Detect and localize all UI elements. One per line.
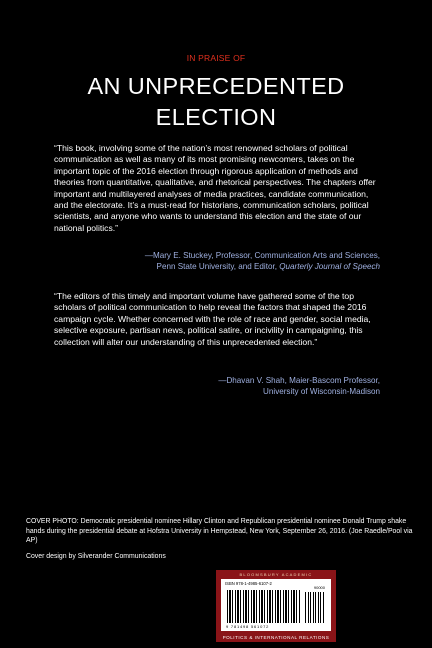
- price-code: 90000: [313, 585, 325, 590]
- quote-1-attribution-line-1: —Mary E. Stuckey, Professor, Communication Arts and Sciences,: [144, 251, 380, 260]
- subject-category: POLITICS & INTERNATIONAL RELATIONS: [222, 635, 330, 640]
- cover-photo-credit: COVER PHOTO: Democratic presidential nominee Hillary Clinton and Republican presidential nominee Donald Trump shake hands during the presidential debate at Hofstra University in Hempstead, New York, September 26, 2016. (Joe Raedle/Pool via AP): [26, 518, 413, 545]
- quote-1-attribution-line-2: [80, 261, 380, 272]
- quote-1-journal: Quarterly Journal of Speech: [279, 262, 380, 271]
- barcode-panel: [216, 570, 336, 642]
- quote-2-attribution-line-2: University of Wisconsin-Madison: [263, 387, 380, 396]
- quote-1-attribution: [80, 250, 380, 272]
- barcode-bars: [227, 590, 301, 623]
- title-line-1: AN UNPRECEDENTED: [87, 73, 345, 99]
- quote-2-attribution: [80, 375, 380, 397]
- quote-2-attribution-line-1: —Dhavan V. Shah, Maier-Bascom Professor,: [218, 376, 380, 385]
- publisher-name: BLOOMSBURY ACADEMIC: [239, 572, 313, 577]
- price-barcode-bars: [305, 592, 325, 623]
- barcode-area: [221, 579, 331, 631]
- barcode-number: 9 781498 561072: [226, 624, 270, 629]
- praise-quote-2: “The editors of this timely and important volume have gathered some of the top scholars of political communication to help reveal the factors that shaped the 2016 campaign cycle. Whether concerned with the role of race and gender, social media, selective exposure, partisan news, political satire, or incivility in campaigning, this collection will alter our understanding of this unprecedented election.”: [54, 291, 371, 347]
- praise-quote-1: “This book, involving some of the nation’s most renowned scholars of political communication as well as many of its most promising newcomers, takes on the important topic of the 2016 election through rigorous application of methods and theories from quantitative, qualitative, and rhetorical perspectives. The chapters offer important and multilayered analyses of media practices, candidate communication, and the electorate. It’s a must-read for historians, communication scholars, political scientists, and anyone who wants to understand this election and the state of our national politics.”: [54, 143, 376, 233]
- title-line-2: ELECTION: [155, 104, 277, 130]
- quote-1-attribution-affiliation: Penn State University, and Editor,: [156, 262, 277, 271]
- eyebrow-label: IN PRAISE OF: [186, 53, 246, 63]
- book-title: [0, 71, 432, 133]
- cover-design-credit: Cover design by Silverander Communications: [26, 553, 166, 560]
- isbn-text: ISBN 978-1-4985-6107-2: [225, 581, 272, 586]
